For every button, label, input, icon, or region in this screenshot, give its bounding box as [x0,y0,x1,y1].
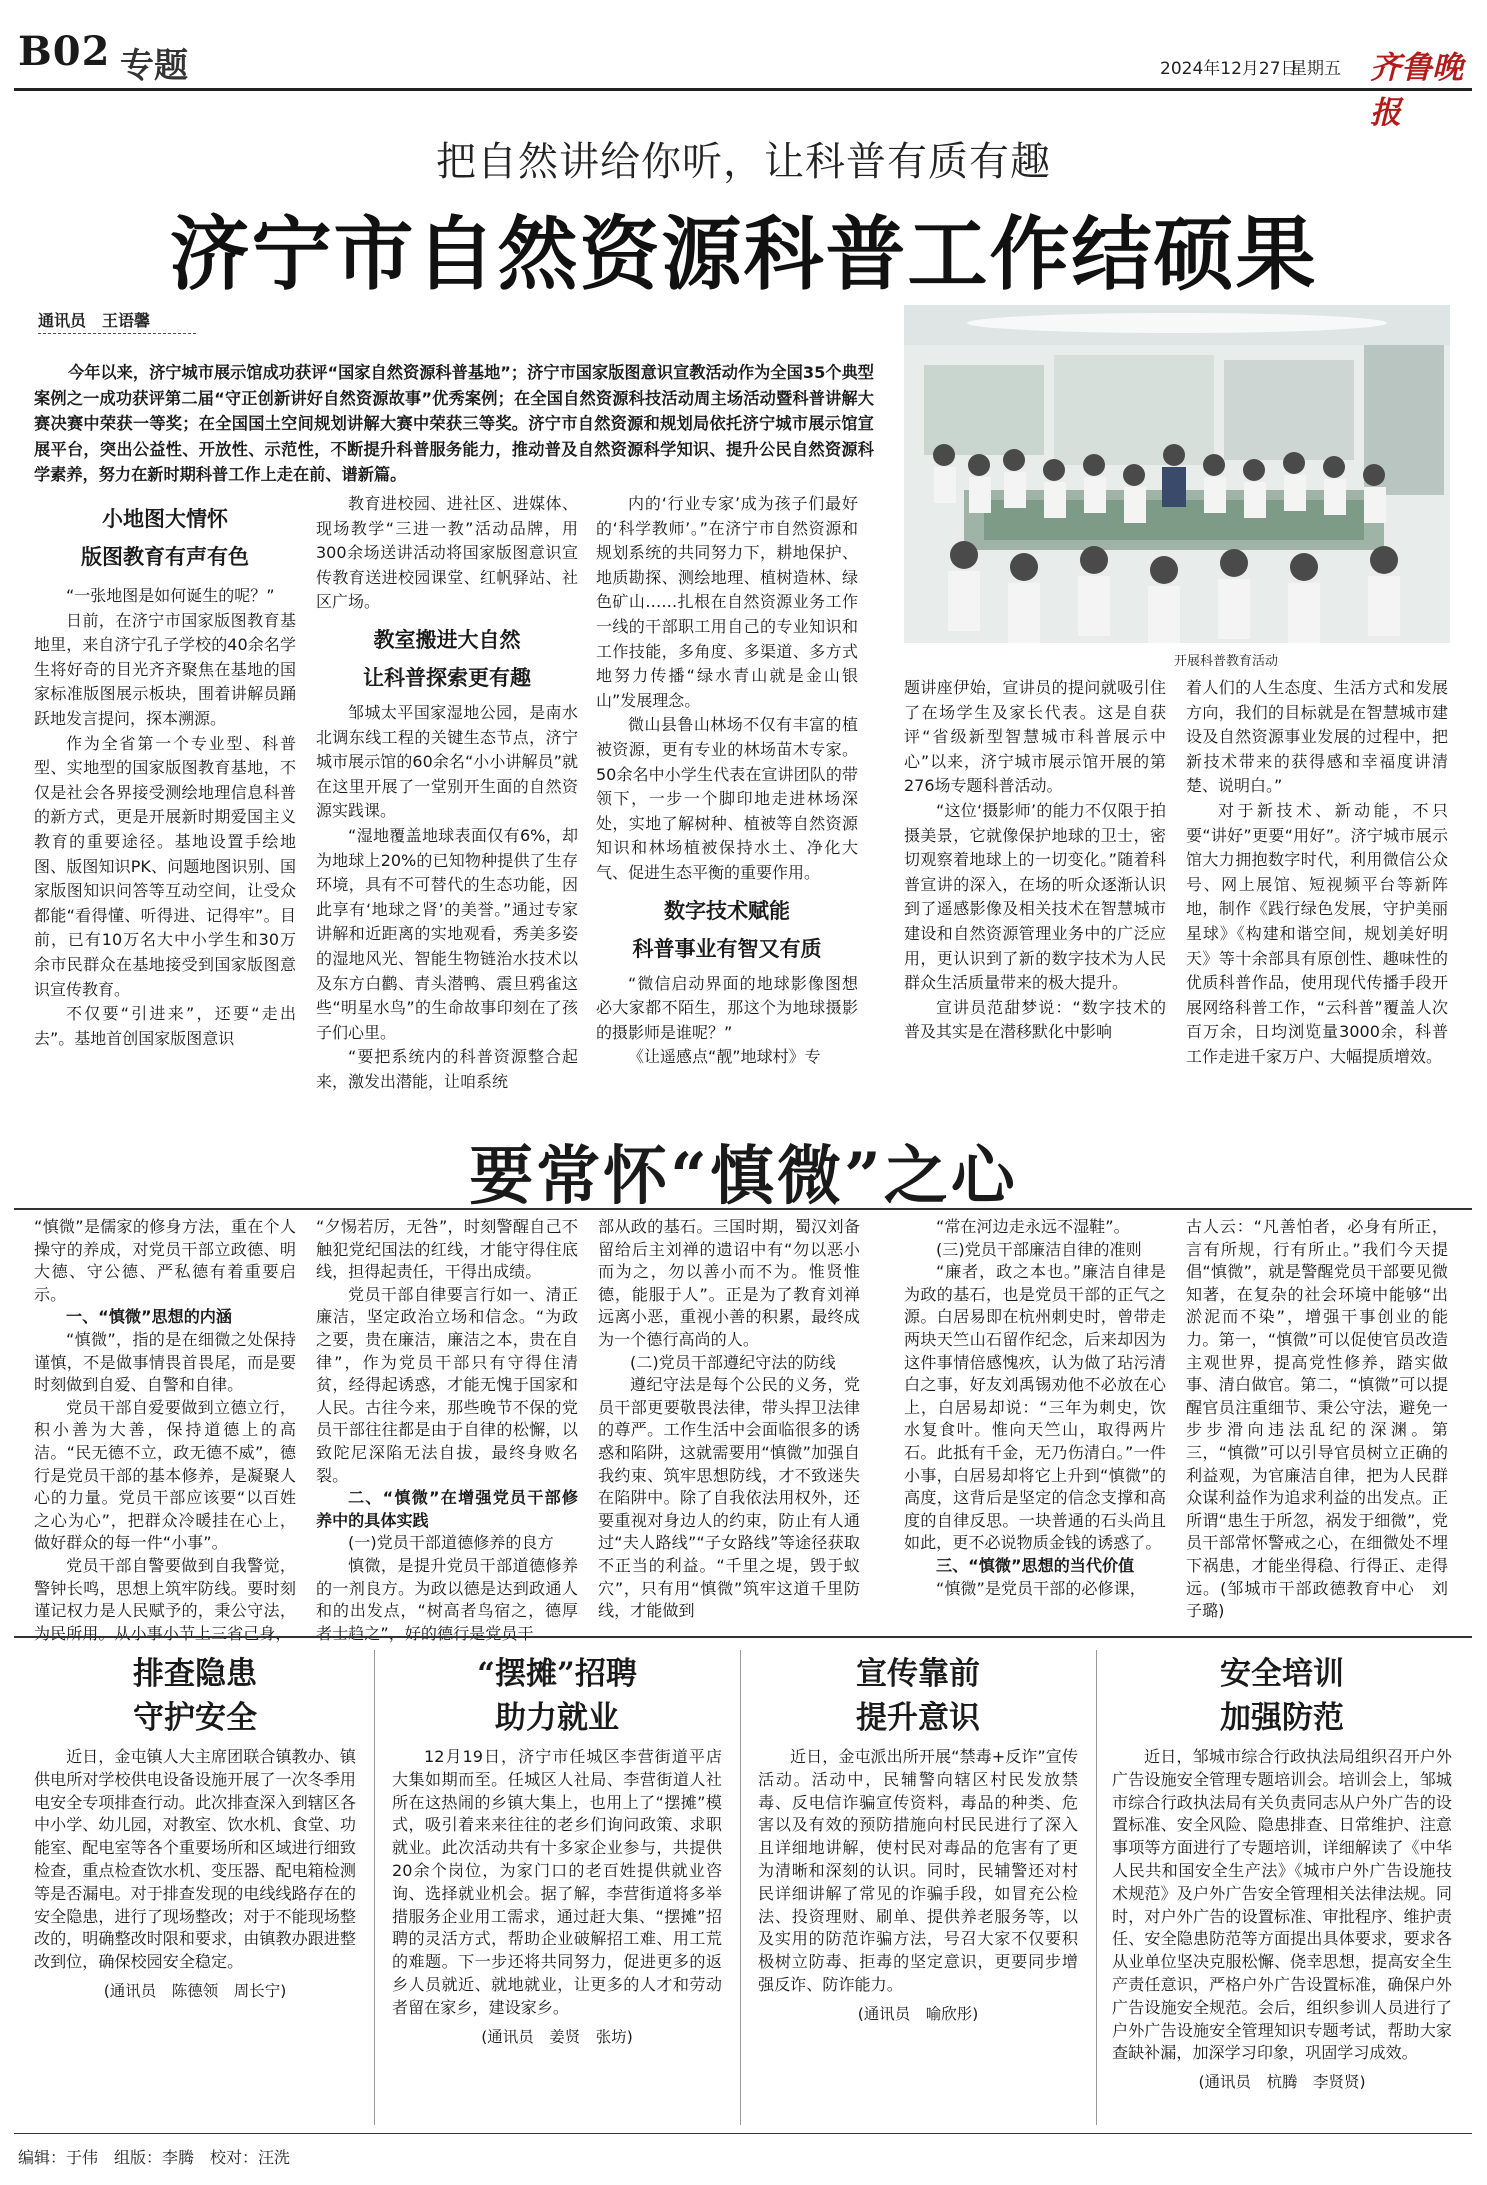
story2-column-5 [1186,1216,1448,1623]
section-heading: 三、“慎微”思想的当代价值 [936,1555,1135,1575]
subhead-3b: 科普事业有智又有质 [632,935,822,961]
paragraph: 古人云：“凡善怕者，必身有所正，言有所规，行有所止。”我们今天提倡“慎微”，就是警醒党员干部要见微知著，在复杂的社会环境中能够“出淤泥而不染”，增强干事创业的能力。第一，“慎微”可以促使官员改造主观世界，提高党性修养，踏实做事、清白做官。第二，“慎微”可以提醒官员注重细节、秉公守法，避免一步步滑向违法乱纪的深渊。第三，“慎微”可以引导官员树立正确的利益观，为官廉洁自律，把为人民群众谋利益作为追求利益的出发点。正所谓“患生于所忽，祸发于细微”，党员干部常怀警戒之心，在细微处不埋下祸患，才能坐得稳、行得正、走得远。(邹城市干部政德教育中心 刘子璐) [1186,1217,1448,1621]
story1-headline: 济宁市自然资源科普工作结硕果 [169,207,1318,301]
brief-1-body: 近日，金屯镇人大主席团联合镇教办、镇供电所对学校供电设备设施开展了一次冬季用电安全专项排查行动。此次排查深入到辖区各中小学、幼儿园，对教室、饮水机、食堂、功能室、配电室等各个重要场所和区域进行细致检查，重点检查饮水机、变压器、配电箱检测等是否漏电。对于排查发现的电线线路存在的安全隐患，进行了现场整改；对于不能现场整改的，明确整改时限和要求，由镇教办跟进整改到位，确保校园安全稳定。 [34,1747,356,1972]
brief-4-title-b: 加强防范 [1220,1700,1344,1736]
briefs-rule [14,1636,1472,1638]
story1-column-2 [316,492,578,1094]
paragraph: 邹城太平国家湿地公园，是南水北调东线工程的关键生态节点，济宁城市展示馆的60余名“小小讲解员”就在这里开展了一堂别开生面的自然资源实践课。 [316,702,578,821]
photo-illustration [904,305,1450,643]
brief-divider [1096,1650,1097,2125]
story2-column-4 [904,1216,1166,1600]
brief-4-body: 近日，邹城市综合行政执法局组织召开户外广告设施安全管理专题培训会。培训会上，邹城市综合行政执法局有关负责同志从户外广告的设置标准、安全风险、隐患排查、日常维护、注意事项等方面进行了专题培训，详细解读了《中华人民共和国安全生产法》《城市户外广告设施技术规范》及户外广告安全管理相关法律法规。同时，对户外广告的设置标准、审批程序、维护责任、安全隐患防范等方面提出具体要求，要求各从业单位坚决克服松懈、侥幸思想，提高安全生产责任意识，严格户外广告设置标准，确保户外广告设施安全规范。会后，组织参训人员进行了户外广告设施安全管理知识专题考试，帮助大家查缺补漏，加深学习印象，巩固学习成效。 [1112,1747,1452,2063]
brief-1 [34,1652,356,2003]
brief-2-signature: (通讯员 姜贤 张坊) [481,2027,633,2046]
paragraph: 党员干部自律要言行如一、清正廉洁，坚定政治立场和信念。“为政之要，贵在廉洁，廉洁之本，贵在自律”，作为党员干部只有守得住清贫，经得起诱惑，才能无愧于国家和人民。古往今来，那些晚节不保的党员干部往往都是由于自律的松懈，以致陀尼深陷无法自拔，最终身败名裂。 [316,1284,578,1485]
section-heading: 二、“慎微”在增强党员干部修养中的具体实践 [316,1488,578,1530]
paragraph: “这位‘摄影师’的能力不仅限于拍摄美景，它就像保护地球的卫士，密切观察着地球上的一切变化。”随着科普宣讲的深入，在场的听众逐渐认识到了遥感影像及相关技术在智慧城市建设和自然资源管理业务中的广泛应用，更认识到了新的数字技术为人民群众生活质量带来的极大提升。 [904,800,1166,993]
paragraph: (三)党员干部廉洁自律的准则 [936,1239,1142,1259]
subhead-2b: 让科普探索更有趣 [363,664,531,690]
story1-lead: 今年以来，济宁城市展示馆成功获评“国家自然资源科普基地”；济宁市国家版图意识宣教活动作为全国35个典型案例之一成功获评第二届“守正创新讲好自然资源故事”优秀案例；在全国自然资源科技活动周主场活动暨科普讲解大赛决赛中荣获一等奖；在全国国土空间规划讲解大赛中荣获三等奖。济宁市自然资源和规划局依托济宁城市展示馆宣展平台，突出公益性、开放性、示范性，不断提升科普服务能力，推动普及自然资源科学知识、提升公民自然资源科学素养，努力在新时期科普工作上走在前、谱新篇。 [34,363,874,484]
brief-3-signature: (通讯员 喻欣彤) [857,2004,979,2023]
paragraph: “微信启动界面的地球影像图想必大家都不陌生，那这个为地球摄影的摄影师是谁呢？” [596,973,858,1042]
brief-3 [758,1652,1078,2026]
byline-rule [38,333,196,334]
paragraph: 教育进校园、进社区、进媒体、现场教学“三进一教”活动品牌，用300余场送讲活动将国家版图意识宣传教育送进校园课堂、红帆驿站、社区广场。 [316,494,578,612]
story2-column-2 [316,1216,578,1645]
story2-column-3 [598,1216,860,1623]
brief-2-title-b: 助力就业 [495,1700,619,1736]
paragraph: 党员干部自警要做到自我警觉，警钟长鸣，思想上筑牢防线。要时刻谨记权力是人民赋予的，秉公守法，为民所用。从小事小节上三省己身， [34,1555,296,1643]
brief-divider [740,1650,741,2125]
subhead-2a: 教室搬进大自然 [373,626,521,652]
paragraph: 对于新技术、新动能，不只要“讲好”更要“用好”。济宁城市展示馆大力拥抱数字时代，利用微信公众号、网上展馆、短视频平台等新阵地，制作《践行绿色发展，守护美丽星球》《构建和谐空间，规划美好明天》等十余部具有原创性、趣味性的优质科普作品，使用现代传播手段开展网络科普工作，“云科普”覆盖人次百万余，日均浏览量3000余，科普工作走进千家万户、大幅提质增效。 [1186,800,1448,1066]
footer-rule [14,2133,1472,2134]
story1-column-4 [904,676,1166,1045]
paragraph: 微山县鲁山林场不仅有丰富的植被资源，更有专业的林场苗木专家。50余名中小学生代表在宣讲团队的带领下，一步一个脚印地走进林场深处，实地了解树种、植被等自然资源知识和林场植被保持水土、净化大气、促进生态平衡的重要作用。 [596,715,858,882]
paragraph: “廉者，政之本也。”廉洁自律是为政的基石，也是党员干部的正气之源。白居易即在杭州刺史时，曾带走两块天竺山石留作纪念，后来却因为这件事情倍感愧疚，认为做了玷污清白之事，好友刘禹锡劝他不必放在心上，白居易却说：“三年为刺史，饮水复食叶。惟向天竺山，取得两片石。此抵有千金，无乃伤清白。”一件小事，白居易却将它上升到“慎微”的高度，这背后是坚定的信念支撑和高度的自律反思。一块普通的石头尚且如此，更不必说物质金钱的诱惑了。 [904,1262,1166,1553]
page-section-number: B02 [18,28,111,75]
newspaper-logo: 齐鲁晚报 [1370,50,1463,131]
story1-column-1 [34,500,296,1051]
issue-date: 2024年12月27日 [1160,59,1298,79]
brief-1-title-b: 守护安全 [133,1700,257,1736]
brief-2-title-a: “摆摊”招聘 [477,1656,637,1692]
editor-credits: 编辑：于伟 组版：李腾 校对：汪洗 [18,2148,291,2167]
paragraph: 部从政的基石。三国时期，蜀汉刘备留给后主刘禅的遗诏中有“勿以恶小而为之，勿以善小而不为。惟贤惟德，能服于人”。正是为了教育刘禅远离小恶，重视小善的积累，最终成为一个德行高尚的人。 [598,1217,860,1349]
section-rule [14,1208,1472,1210]
paragraph: “慎微”是党员干部的必修课， [936,1578,1146,1598]
section-heading: 一、“慎微”思想的内涵 [66,1307,232,1327]
page-section-label: 专题 [120,46,188,86]
paragraph: 日前，在济宁市国家版图教育基地里，来自济宁孔子学校的40余名学生将好奇的目光齐齐聚焦在基地的国家标准版图展示板块，围着讲解员踊跃地发言提问，探本溯源。 [34,610,296,728]
story1-byline: 通讯员 王语馨 [38,311,151,330]
paragraph: “夕惕若厉，无咎”，时刻警醒自己不触犯党纪国法的红线，才能守得住底线，担得起责任，干得出成绩。 [316,1217,578,1282]
issue-weekday: 星期五 [1290,59,1341,79]
brief-1-title-a: 排查隐患 [133,1656,257,1692]
brief-2 [392,1652,722,2048]
paragraph: 遵纪守法是每个公民的义务，党员干部更要敬畏法律，带头捍卫法律的尊严。工作生活中会面临很多的诱惑和陷阱，这就需要用“慎微”加强自我约束、筑牢思想防线，才不致迷失在陷阱中。除了自我依法用权外，还要重视对身边人的约束，防止有人通过“夫人路线”“子女路线”等途径获取不正当的利益。“千里之堤，毁于蚁穴”，只有用“慎微”筑牢这道千里防线，才能做到 [598,1375,860,1621]
story2-headline: 要常怀“慎微”之心 [469,1139,1018,1214]
paragraph: (一)党员干部道德修养的良方 [348,1533,554,1553]
paragraph: 慎微，是提升党员干部道德修养的一剂良方。为政以德是达到政通人和的出发点，“树高者鸟宿之，德厚者士趋之”，好的德行是党员干 [316,1555,578,1643]
brief-3-body: 近日，金屯派出所开展“禁毒+反诈”宣传活动。活动中，民辅警向辖区村民发放禁毒、反电信诈骗宣传资料，毒品的种类、危害以及有效的预防措施向村民民进行了深入且详细地讲解，使村民对毒品的危害有了更为清晰和深刻的认识。同时，民辅警还对村民详细讲解了常见的诈骗手段，如冒充公检法、投资理财、刷单、提供养老服务等，以及实用的防范诈骗方法，号召大家不仅要积极树立防毒、拒毒的坚定意识，更要同步增强反诈、防诈能力。 [758,1747,1078,1994]
story1-column-5 [1186,676,1448,1070]
paragraph: “常在河边走永远不湿鞋”。 [936,1217,1130,1236]
paragraph: (二)党员干部遵纪守法的防线 [630,1352,836,1372]
brief-2-body: 12月19日，济宁市任城区李营街道平店大集如期而至。任城区人社局、李营街道人社所在这热闹的乡镇大集上，也用上了“摆摊”模式，吸引着来来往往的老乡们询问政策、求职就业。此次活动共有十多家企业参与，共提供20余个岗位，为家门口的老百姓提供就业咨询、选择就业机会。据了解，李营街道将多举措服务企业用工需求，通过赶大集、“摆摊”招聘的灵活方式，帮助企业破解招工难、用工荒的难题。下一步还将共同努力，促进更多的返乡人员就近、就地就业，让更多的人才和劳动者留在家乡，建设家乡。 [392,1747,722,2017]
paragraph: 内的‘行业专家’成为孩子们最好的‘科学教师’。”在济宁市自然资源和规划系统的共同努力下，耕地保护、地质勘探、测绘地理、植树造林、绿色矿山……扎根在自然资源业务工作一线的干部职工用自己的专业知识和工作技能，多角度、多渠道、多方式地努力传播“绿水青山就是金山银山”发展理念。 [596,494,858,710]
paragraph: “要把系统内的科普资源整合起来，激发出潜能，让咱系统 [316,1047,578,1091]
subhead-1a: 小地图大情怀 [102,506,228,531]
subhead-3a: 数字技术赋能 [664,897,790,923]
brief-4-signature: (通讯员 杭腾 李贤贤) [1198,2073,1366,2092]
paragraph: “湿地覆盖地球表面仅有6%，却为地球上20%的已知物种提供了生存环境，具有不可替代的生态功能，因此享有‘地球之肾’的美誉。”通过专家讲解和近距离的实地观看，秀美多姿的湿地风光、智能生物链治水技术以及东方白鹳、青头潜鸭、震旦鸦雀这些“明星水鸟”的生命故事印刻在了孩子们心里。 [316,825,578,1042]
brief-1-signature: (通讯员 陈德领 周长宁) [103,1981,287,2000]
brief-3-title-a: 宣传靠前 [856,1656,980,1692]
paragraph: 党员干部自爱要做到立德立行，积小善为大善，保持道德上的高洁。“民无德不立，政无德不威”，德行是党员干部的基本修养，是凝聚人心的力量。党员干部应该要“以百姓之心为心”，把群众冷暖挂在心上，做好群众的每一件“小事”。 [34,1397,296,1553]
header-rule [14,88,1472,91]
paragraph: 题讲座伊始，宣讲员的提问就吸引住了在场学生及家长代表。这是自获评“省级新型智慧城市科普展示中心”以来，济宁城市展示馆开展的第276场专题科普活动。 [904,678,1166,796]
story1-column-3 [596,492,858,1070]
paragraph: 《让遥感点“靓”地球村》专 [628,1047,821,1067]
brief-4-title-a: 安全培训 [1220,1656,1344,1692]
subhead-1b: 版图教育有声有色 [81,544,249,569]
paragraph: 着人们的人生态度、生活方式和发展方向，我们的目标就是在智慧城市建设及自然资源事业发展的过程中，把新技术带来的获得感和幸福度讲清楚、说明白。” [1186,678,1448,796]
photo-caption: 开展科普教育活动 [1174,654,1279,669]
brief-divider [374,1650,375,2125]
story1-photo [904,305,1450,643]
paragraph: “慎微”是儒家的修身方法，重在个人操守的养成，对党员干部立政德、明大德、守公德、严私德有着重要启示。 [34,1217,296,1304]
brief-4 [1112,1652,1452,2094]
paragraph: 宣讲员范甜梦说：“数字技术的普及其实是在潜移默化中影响 [904,997,1166,1042]
paragraph: 作为全省第一个专业型、科普型、实地型的国家版图教育基地，不仅是社会各界接受测绘地理信息科普的新方式，更是开展新时期爱国主义教育的重要途径。基地设置手绘地图、版图知识PK、问题地图识别、国家版图知识问答等互动空间，让受众都能“看得懂、听得进、记得牢”。目前，已有10万名大中小学生和30万余市民群众在基地接受到国家版图意识宣传教育。 [34,733,296,999]
story1-kicker: 把自然讲给你听，让科普有质有趣 [436,139,1051,185]
brief-3-title-b: 提升意识 [856,1700,980,1736]
paragraph: 不仅要“引进来”，还要“走出去”。基地首创国家版图意识 [34,1004,296,1048]
paragraph: “慎微”，指的是在细微之处保持谨慎，不是做事情畏首畏尾，而是要时刻做到自爱、自警和自律。 [34,1329,296,1395]
paragraph: “一张地图是如何诞生的呢？” [66,586,275,605]
story2-column-1 [34,1216,296,1645]
